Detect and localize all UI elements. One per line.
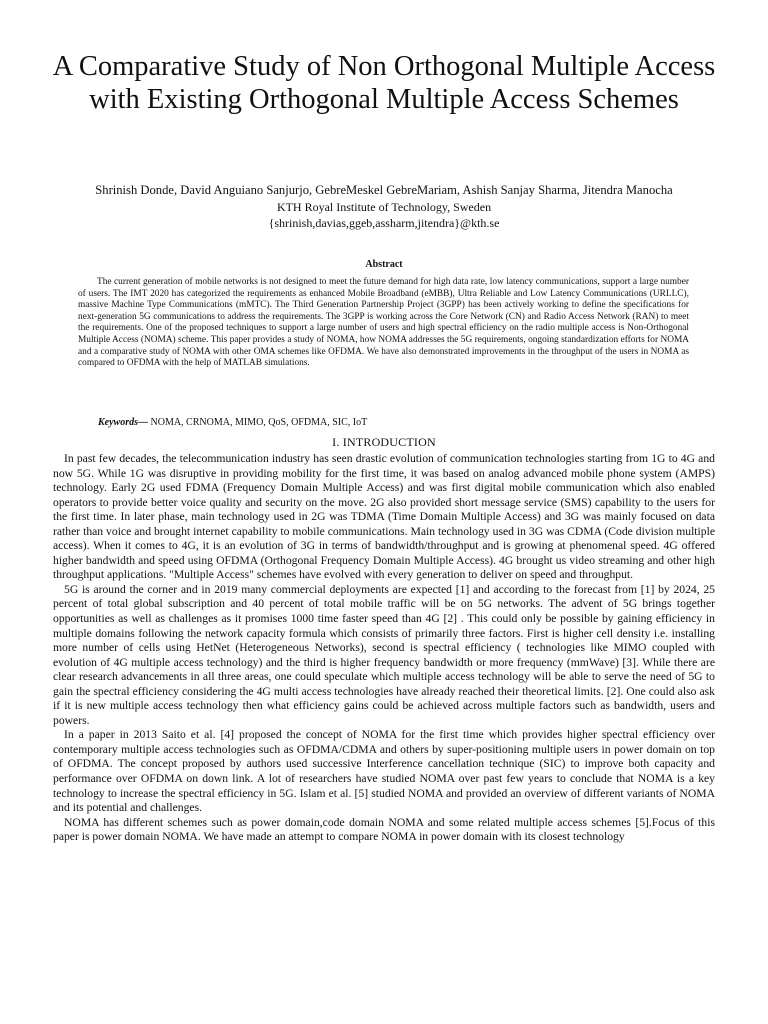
section-heading-introduction: I. INTRODUCTION: [332, 435, 436, 449]
abstract-text: The current generation of mobile networks is not designed to meet the future demand for high data rate, low latency communications, support a large number of users. The IMT 2020 has categorized the requirements as enhanced Mobile Broadband (eMBB), Ultra Reliable and Low Latency Communications (URLLC), massive Machine Type Communications (mMTC). The Third Generation Partnership Project (3GPP) has been actively working to define the specifications for next-generation 5G communications to address the requirements. The 3GPP is working across the Core Network (CN) and Radio Access Network (RAN) to meet the requirements. One of the proposed techniques to support a large number of users and high spectral efficiency on the radio multiple access is Non-Orthogonal Multiple Access (NOMA) scheme. This paper provides a study of NOMA, how NOMA addresses the 5G requirements, ongoing standardization efforts for NOMA and a comparative study of NOMA with other OMA schemes like OFDMA. We have also demonstrated improvements in the throughput of the users in NOMA as compared to OFDMA with the help of MATLAB simulations.: [78, 277, 689, 369]
paper-title: A Comparative Study of Non Orthogonal Multiple Access with Existing Orthogonal Multiple Access Schemes: [52, 51, 716, 115]
body-paragraph: NOMA has different schemes such as power domain,code domain NOMA and some related multiple access schemes [5].Focus of this paper is power domain NOMA. We have made an attempt to compare NOMA in power domain with its closest technology: [53, 815, 715, 844]
keywords-text: NOMA, CRNOMA, MIMO, QoS, OFDMA, SIC, IoT: [150, 417, 368, 428]
keywords: [98, 416, 698, 429]
author-email: {shrinish,davias,ggeb,assharm,jitendra}@kth.se: [268, 216, 500, 230]
abstract-heading: Abstract: [365, 259, 403, 270]
body-paragraph: In a paper in 2013 Saito et al. [4] proposed the concept of NOMA for the first time which provides higher spectral efficiency over contemporary multiple access technologies such as OFDMA/CDMA and others by super-positioning multiple users in power domain on top of OFDMA. The concept proposed by authors used successive Interference cancellation technique (SIC) to improve both capacity and performance over OFDMA on down link. A lot of researchers have studied NOMA over past few years to conclude that NOMA is a key technology to increase the spectral efficiency in 5G. Islam et al. [5] studied NOMA and provided an overview of different variants of NOMA and its potential and challenges.: [53, 728, 715, 815]
body-paragraph: 5G is around the corner and in 2019 many commercial deployments are expected [1] and according to the forecast from [1] by 2024, 25 percent of total global subscription and 40 percent of total mobile traffic will be on 5G networks. The advent of 5G brings together opportunities as well as challenges as it promises 1000 time faster speed than 4G [2] . This could only be possible by gaining efficiency in multiple domains following the network capacity formula which consists of primarily three factors. First is higher cell density i.e. installing more number of cells using HetNet (Heterogeneous Networks), second is spectral efficiency ( technologies like MIMO coupled with evolution of 4G multiple access technology) and the third is higher frequency bandwidth or more frequency (mmWave) [3]. While there are clear research advancements in all three areas, one could speculate which multiple access technology will be able to serve the need of 5G to gain the spectral efficiency considering the 4G multi access technologies have already reached their theoretical limits. [2]. One could also ask if it is new multiple access technology then what efficiency gains could be achieved across multiple factors such as bandwidth, users and powers.: [53, 582, 715, 727]
keywords-label: Keywords—: [98, 417, 148, 428]
author-list: Shrinish Donde, David Anguiano Sanjurjo, GebreMeskel GebreMariam, Ashish Sanjay Sharma, Jitendra Manocha: [95, 183, 673, 197]
author-affiliation: KTH Royal Institute of Technology, Sweden: [276, 200, 492, 214]
body-paragraph: In past few decades, the telecommunication industry has seen drastic evolution of communication technologies starting from 1G to 4G and now 5G. While 1G was disruptive in providing mobility for the first time, it was based on analog advanced mobile phone system (AMPS) technology. Early 2G used FDMA (Frequency Domain Multiple Access) and was first digital mobile communication which also enabled operators to provide better voice quality and security on the move. 2G also provided short message service (SMS) capability to the users for the first time. In later phase, main technology used in 2G was TDMA (Time Domain Multiple Access) and 3G was mainly focused on data rather than voice and brought internet capability to mobile communications. Main technology used in 3G was CDMA (Code division multiple access). When it comes to 4G, it is an evolution of 3G in terms of bandwidth/throughput and is growing at phenomenal speed. 4G offered higher bandwidth and speed using OFDMA (Orthogonal Frequency Domain Multiple Access). 4G brought us video streaming and other high throughput applications. "Multiple Access" schemes have evolved with every generation to deliver on speed and throughput.: [53, 452, 715, 582]
introduction-body: [53, 452, 715, 845]
